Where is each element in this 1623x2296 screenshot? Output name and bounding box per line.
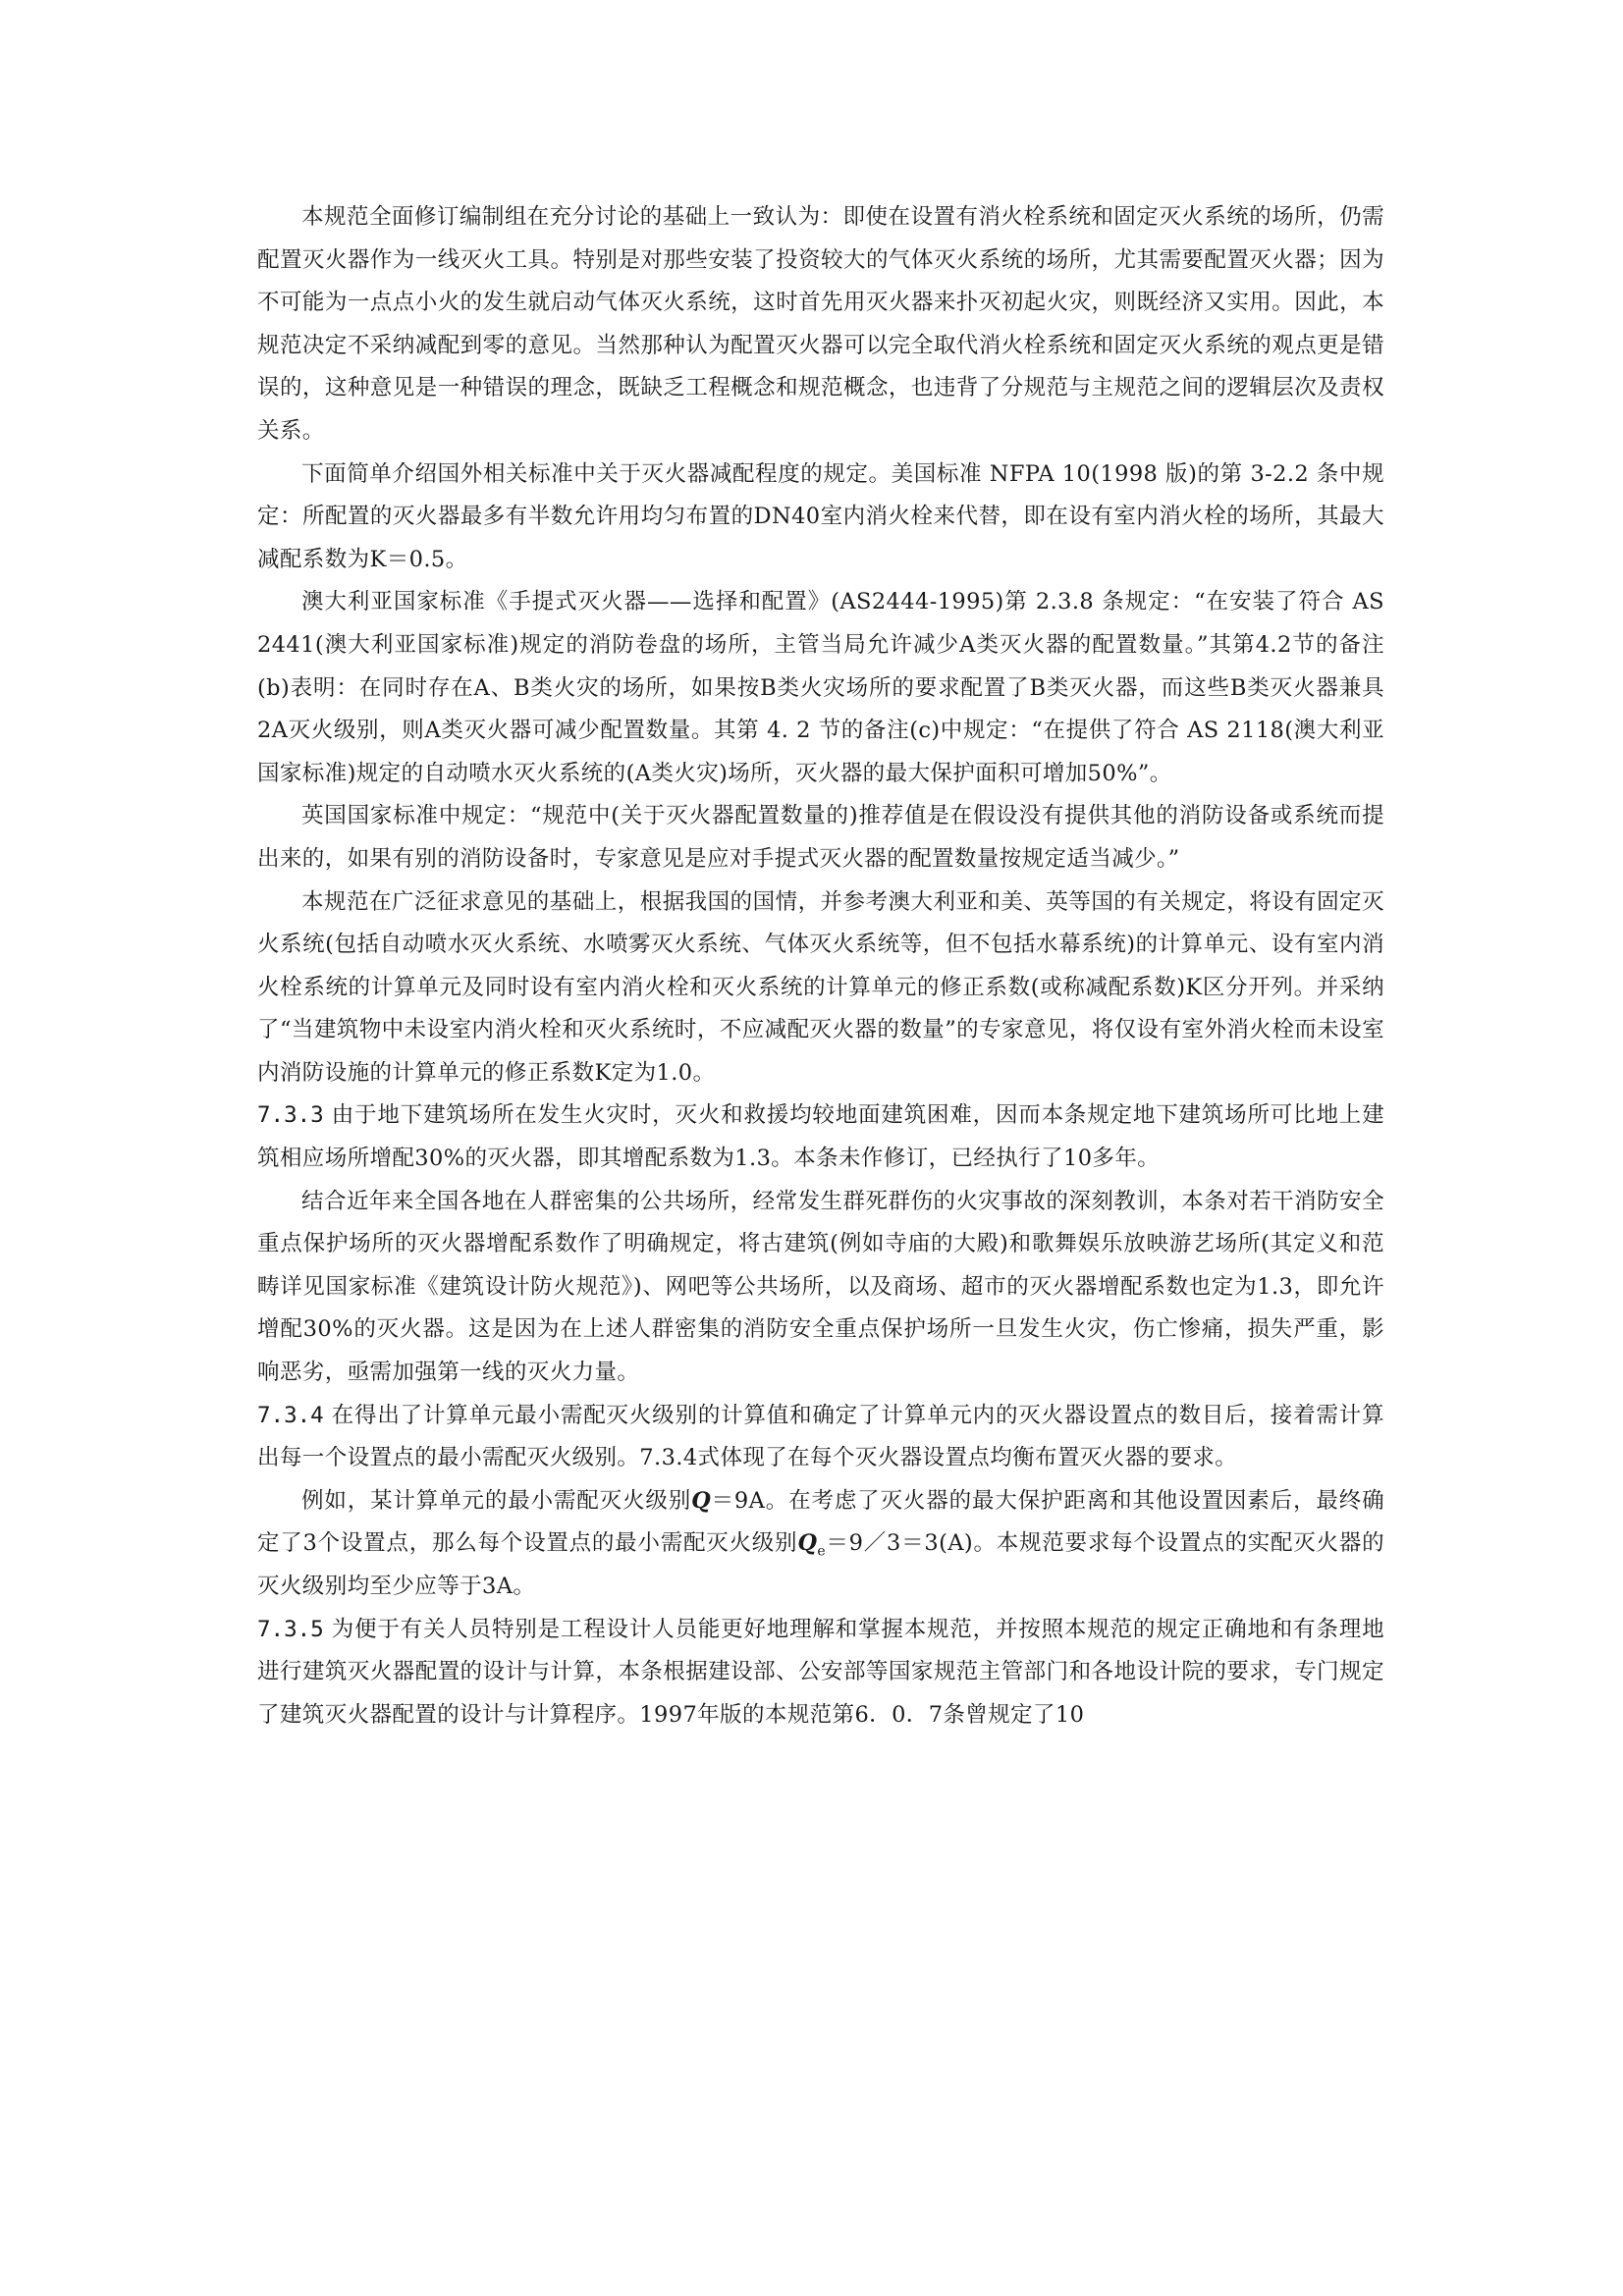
example-text-part: ＝9／3＝3(A)。本规范要求每个设置点的实配灭火器的灭火级别均至少应等于3A。 — [257, 1530, 1384, 1599]
variable-qe: $Q_e$ — [797, 1530, 827, 1560]
example-text-part: 例如，某计算单元的最小需配灭火级别 — [301, 1487, 692, 1514]
variable-q: Q — [691, 1487, 712, 1514]
paragraph-reduction-coefficient: 本规范在广泛征求意见的基础上，根据我国的国情，并参考澳大利亚和美、英等国的有关规定，将设有固定灭火系统(包括自动喷水灭火系统、水喷雾灭火系统、气体灭火系统等，但不包括水幕系统)的计算单元、设有室内消火栓系统的计算单元及同时设有室内消火栓和灭火系统的计算单元的修正系数(或称减配系数)K区分开列。并采纳了“当建筑物中未设室内消火栓和灭火系统时，不应减配灭火器的数量”的专家意见，将仅设有室外消火栓而未设室内消防设施的计算单元的修正系数K定为1.0。 — [257, 888, 1384, 1086]
paragraph-example — [257, 1480, 1384, 1609]
document-body — [257, 196, 1384, 1736]
clause-text: 在得出了计算单元最小需配灭火级别的计算值和确定了计算单元内的灭火器设置点的数目后，接着需计算出每一个设置点的最小需配灭火级别。7.3.4式体现了在每个灭火器设置点均衡布置灭火器的要求。 — [257, 1402, 1384, 1471]
clause-text: 为便于有关人员特别是工程设计人员能更好地理解和掌握本规范，并按照本规范的规定正确地和有条理地进行建筑灭火器配置的设计与计算，本条根据建设部、公安部等国家规范主管部门和各地设计院的要求，专门规定了建筑灭火器配置的设计与计算程序。1997年版的本规范第6．0．7条曾规定了10 — [257, 1616, 1384, 1728]
paragraph-key-protection-sites: 结合近年来全国各地在人群密集的公共场所，经常发生群死群伤的火灾事故的深刻教训，本条对若干消防安全重点保护场所的灭火器增配系数作了明确规定，将古建筑(例如寺庙的大殿)和歌舞娱乐放映游艺场所(其定义和范畴详见国家标准《建筑设计防火规范》)、网吧等公共场所，以及商场、超市的灭火器增配系数也定为1.3，即允许增配30%的灭火器。这是因为在上述人群密集的消防安全重点保护场所一旦发生火灾，伤亡惨痛，损失严重，影响恶劣，亟需加强第一线的灭火力量。 — [257, 1188, 1384, 1386]
clause-number: 7.3.3 — [257, 1102, 324, 1129]
clause-7-3-3 — [257, 1095, 1384, 1180]
clause-number: 7.3.5 — [257, 1616, 324, 1642]
clause-7-3-4 — [257, 1395, 1384, 1480]
paragraph-nfpa-10: 下面简单介绍国外相关标准中关于灭火器减配程度的规定。美国标准 NFPA 10(1998 版)的第 3-2.2 条中规定：所配置的灭火器最多有半数允许用均匀布置的DN40室内消火栓来代替，即在设有室内消火栓的场所，其最大减配系数为K＝0.5。 — [257, 460, 1384, 572]
clause-text: 由于地下建筑场所在发生火灾时，灭火和救援均较地面建筑困难，因而本条规定地下建筑场所可比地上建筑相应场所增配30%的灭火器，即其增配系数为1.3。本条未作修订，已经执行了10多年。 — [257, 1102, 1384, 1172]
clause-7-3-5 — [257, 1609, 1384, 1737]
paragraph-no-zero-reduction: 本规范全面修订编制组在充分讨论的基础上一致认为：即使在设置有消火栓系统和固定灭火系统的场所，仍需配置灭火器作为一线灭火工具。特别是对那些安装了投资较大的气体灭火系统的场所，尤其需要配置灭火器；因为不可能为一点点小火的发生就启动气体灭火系统，这时首先用灭火器来扑灭初起火灾，则既经济又实用。因此，本规范决定不采纳减配到零的意见。当然那种认为配置灭火器可以完全取代消火栓系统和固定灭火系统的观点更是错误的，这种意见是一种错误的理念，既缺乏工程概念和规范概念，也违背了分规范与主规范之间的逻辑层次及责权关系。 — [257, 204, 1384, 444]
clause-number: 7.3.4 — [257, 1402, 324, 1428]
paragraph-british-standard: 英国国家标准中规定：“规范中(关于灭火器配置数量的)推荐值是在假设没有提供其他的消防设备或系统而提出来的，如果有别的消防设备时，专家意见是应对手提式灭火器的配置数量按规定适当减少。” — [257, 803, 1384, 872]
example-text-part: ＝9A。在考虑了灭火器的最大保护距离和其他设置因素后，最终确定了3个设置点，那么每个设置点的最小需配灭火级别 — [257, 1487, 1384, 1557]
paragraph-australian-standard: 澳大利亚国家标准《手提式灭火器——选择和配置》(AS2444-1995)第 2.3.8 条规定：“在安装了符合 AS 2441(澳大利亚国家标准)规定的消防卷盘的场所，主管当局允许减少A类灭火器的配置数量。”其第4.2节的备注(b)表明：在同时存在A、B类火灾的场所，如果按B类火灾场所的要求配置了B类灭火器，而这些B类灭火器兼具2A灭火级别，则A类灭火器可减少配置数量。其第 4. 2 节的备注(c)中规定：“在提供了符合 AS 2118(澳大利亚国家标准)规定的自动喷水灭火系统的(A类火灾)场所，灭火器的最大保护面积可增加50%”。 — [257, 589, 1385, 786]
